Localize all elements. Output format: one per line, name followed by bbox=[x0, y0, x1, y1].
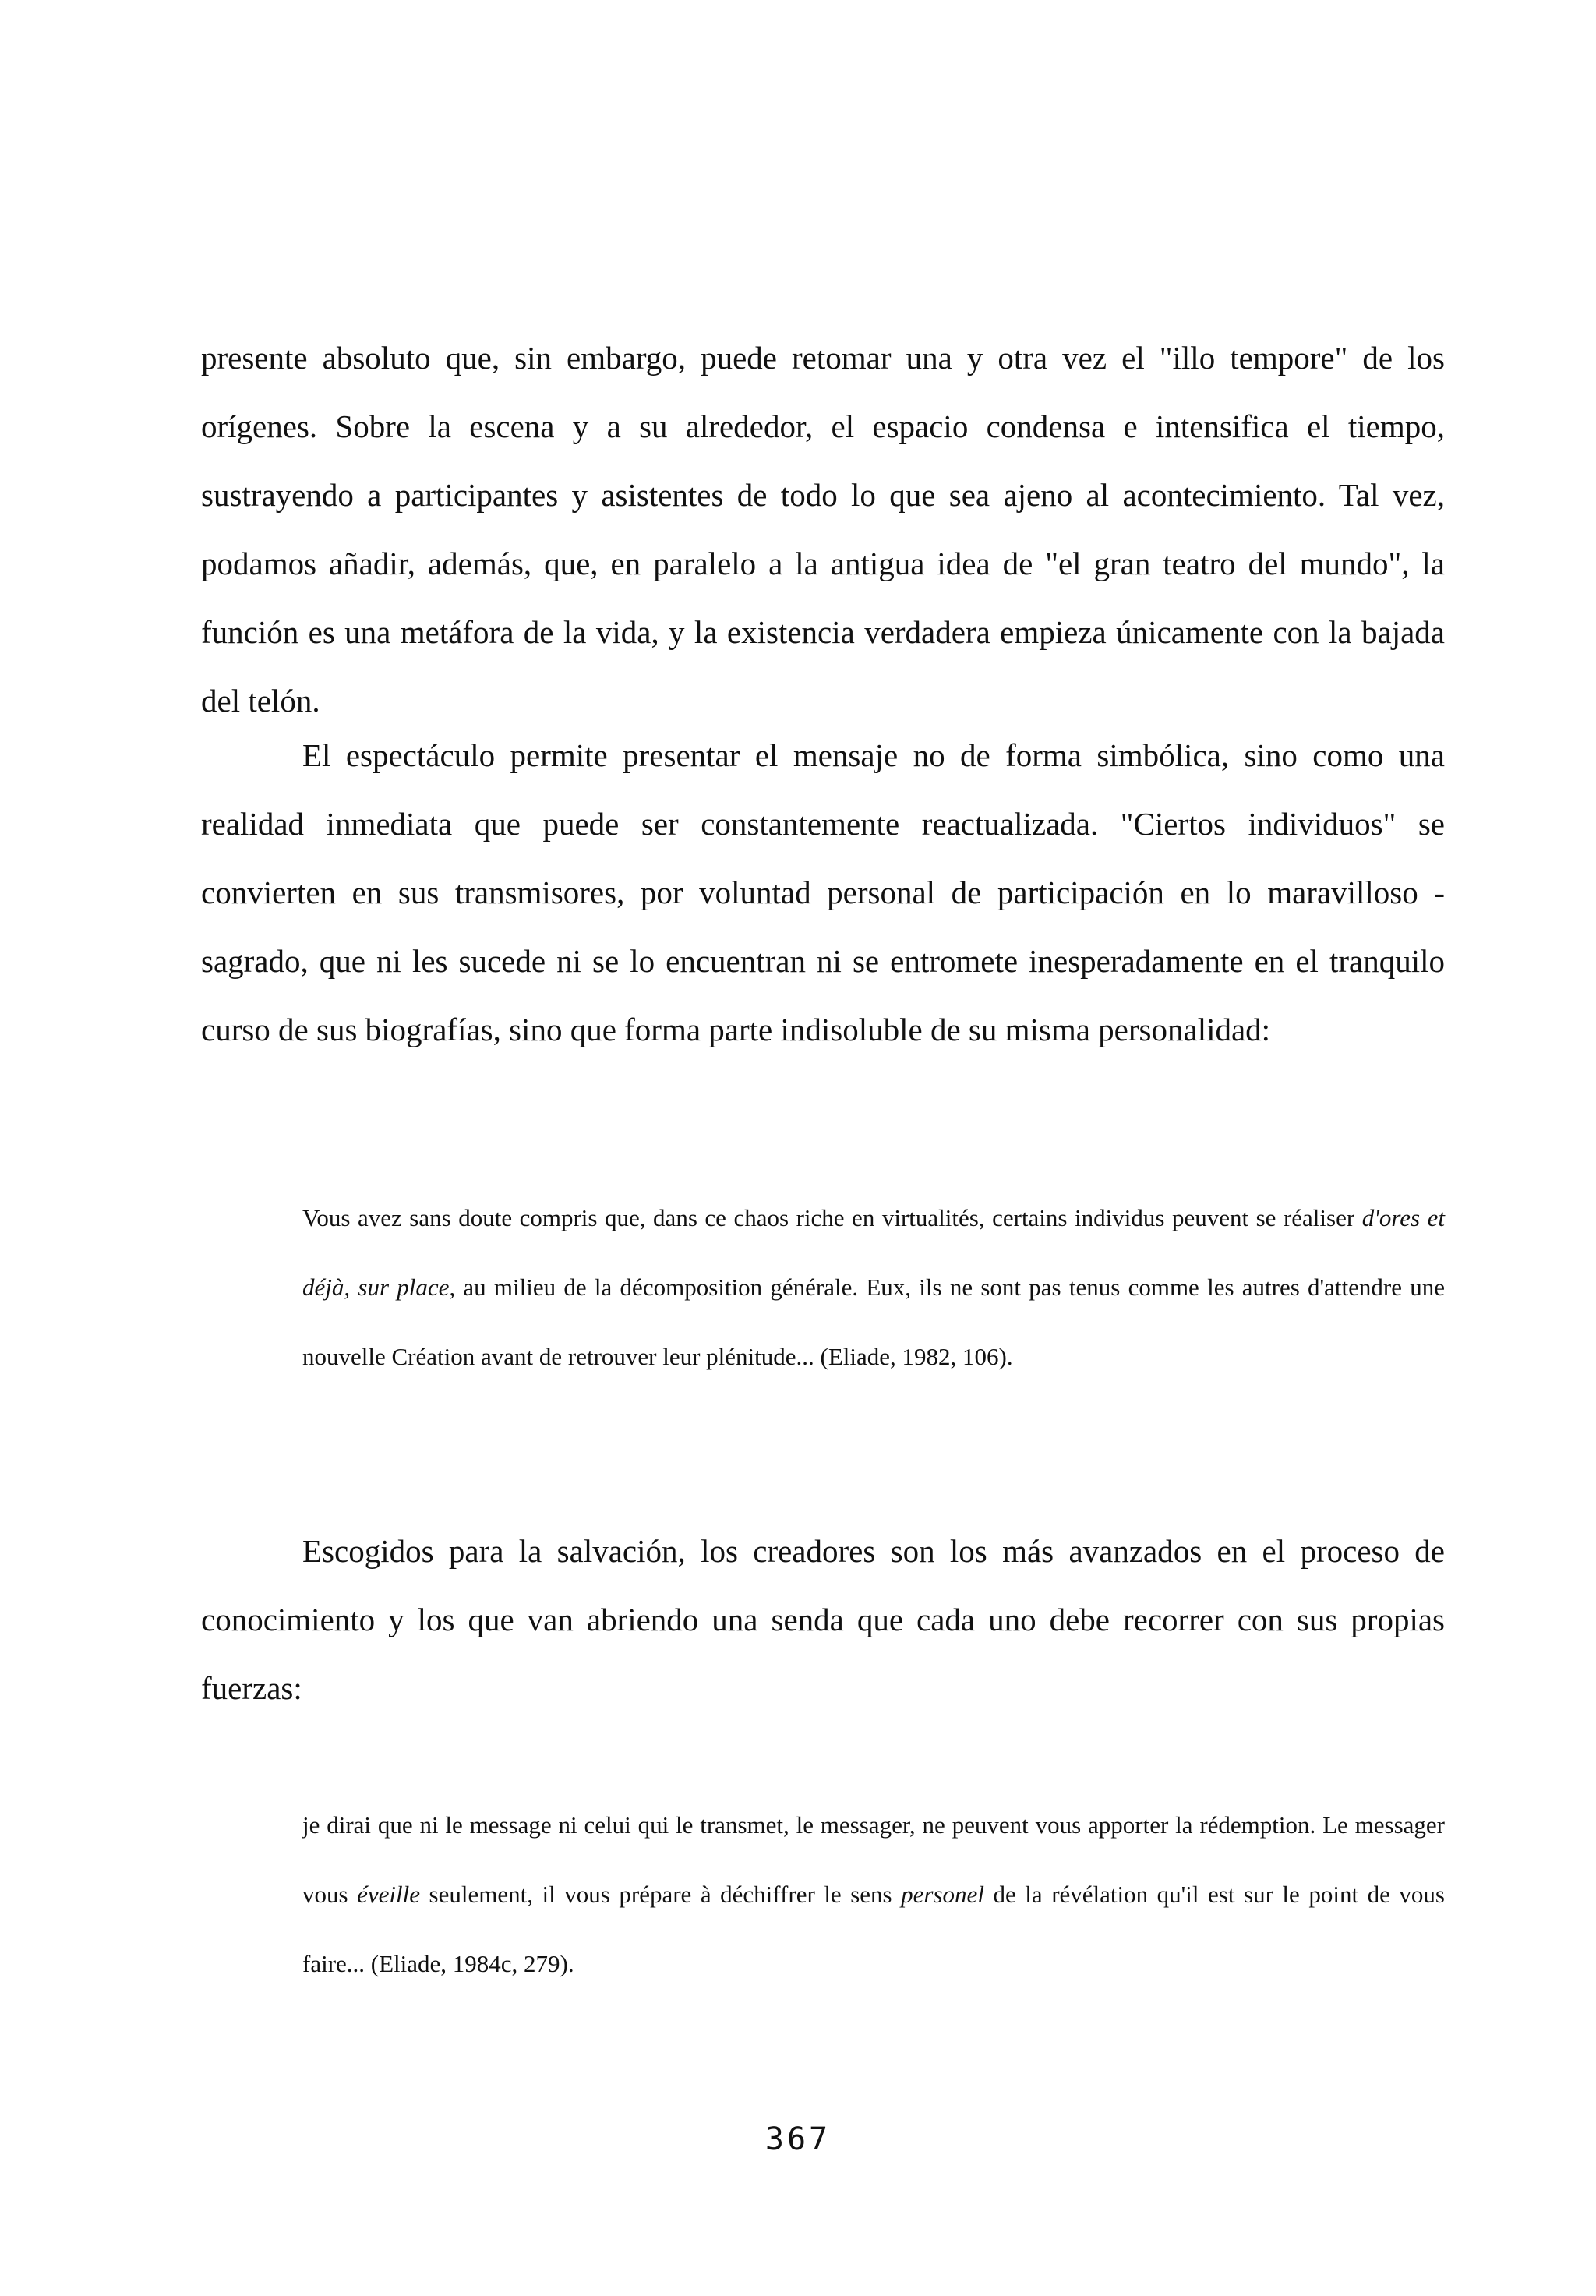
quote2-italic-personel: personel bbox=[901, 1881, 984, 1908]
quote1-italic-phrase: d'ores et déjà, sur place, bbox=[302, 1204, 1445, 1301]
quote1-text-start: Vous avez sans doute compris que, dans ce chaos riche en virtualités, certains individus peuvent se réaliser bbox=[302, 1204, 1362, 1231]
quote2-text-part3: de la révélation qu'il est sur le point de vous faire... (Eliade, 1984c, 279). bbox=[302, 1881, 1445, 1977]
quote1-text-end: au milieu de la décomposition générale. Eux, ils ne sont pas tenus comme les autres d'attendre une nouvelle Création avant de retrouver leur plénitude... (Eliade, 1982, 106). bbox=[302, 1273, 1445, 1370]
paragraph-escogidos: Escogidos para la salvación, los creadores son los más avanzados en el proceso de conocimiento y los que van abriendo una senda que cada uno debe recorrer con sus propias fuerzas: bbox=[201, 1533, 1445, 1706]
paragraph-espectaculo: El espectáculo permite presentar el mensaje no de forma simbólica, sino como una realidad inmediata que puede ser constantemente reactualizada. "Ciertos individuos" se convierten en sus transmisores, por voluntad personal de participación en lo maravilloso - sagrado, que ni les sucede ni se lo encuentran ni se entromete inesperadamente en el tranquilo curso de sus biografías, sino que forma parte indisoluble de su misma personalidad: bbox=[201, 737, 1445, 1047]
quote2-text-part1: je dirai que ni le message ni celui qui le transmet, le messager, ne peuvent vous apporter la rédemption. Le messager vous bbox=[302, 1811, 1445, 1908]
quote2-text-part2: seulement, il vous prépare à déchiffrer le sens bbox=[420, 1881, 902, 1908]
page-number: 367 bbox=[764, 2121, 832, 2157]
block-quote-eliade-1982 bbox=[302, 1183, 1445, 1391]
paragraph-continuation: presente absoluto que, sin embargo, puede retomar una y otra vez el "illo tempore" de los orígenes. Sobre la escena y a su alrededor, el espacio condensa e intensifica el tiempo, sustrayendo a participantes y asistentes de todo lo que sea ajeno al acontecimiento. Tal vez, podamos añadir, además, que, en paralelo a la antigua idea de "el gran teatro del mundo", la función es una metáfora de la vida, y la existencia verdadera empieza únicamente con la bajada del telón. bbox=[201, 340, 1445, 719]
block-quote-eliade-1984c bbox=[302, 1790, 1445, 1998]
quote2-italic-eveille: éveille bbox=[357, 1881, 420, 1908]
